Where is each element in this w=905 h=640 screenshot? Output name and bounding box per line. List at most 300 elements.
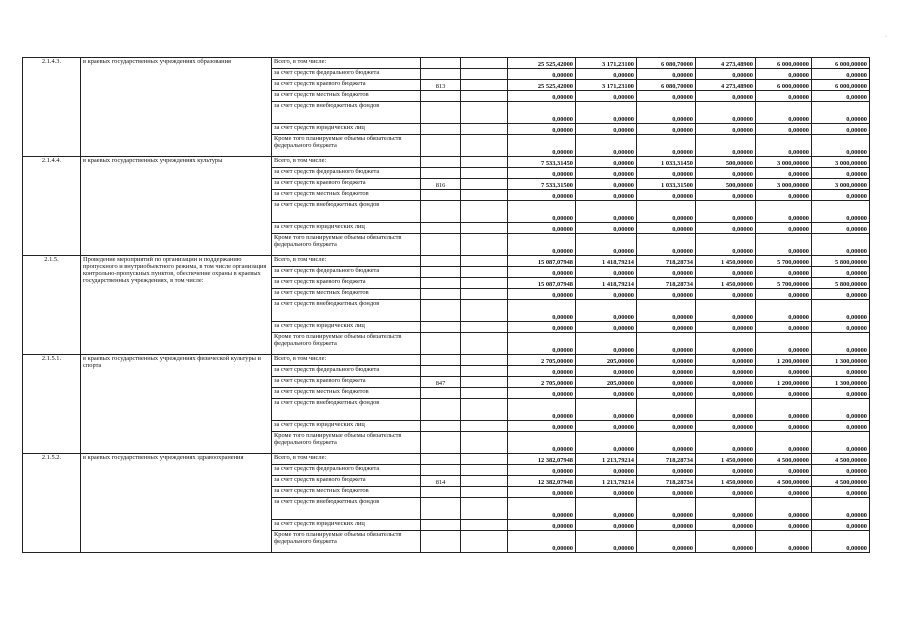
amount-cell: 0,00000 [576, 234, 637, 256]
amount-cell: 0,00000 [576, 388, 637, 399]
amount-cell: 5 700,00000 [756, 256, 812, 267]
amount-cell: 6 080,70000 [637, 58, 696, 69]
funding-source-label: за счет средств федерального бюджета [272, 465, 421, 476]
amount-cell: 0,00000 [576, 69, 637, 80]
amount-cell: 0,00000 [508, 333, 576, 355]
amount-cell: 0,00000 [508, 69, 576, 80]
table-row [23, 157, 870, 168]
amount-cell: 0,00000 [756, 388, 812, 399]
amount-cell: 0,00000 [508, 168, 576, 179]
amount-cell: 0,00000 [576, 465, 637, 476]
amount-cell: 0,00000 [696, 531, 756, 553]
amount-cell: 0,00000 [696, 267, 756, 278]
amount-cell: 4 500,00000 [812, 454, 870, 465]
empty-cell [461, 300, 508, 322]
amount-cell: 0,00000 [812, 190, 870, 201]
amount-cell: 0,00000 [576, 531, 637, 553]
amount-cell: 0,00000 [756, 201, 812, 223]
amount-cell: 0,00000 [696, 377, 756, 388]
amount-cell: 2 705,00000 [508, 377, 576, 388]
section-code: 2.1.5. [23, 256, 81, 355]
amount-cell: 0,00000 [756, 135, 812, 157]
amount-cell: 0,00000 [576, 267, 637, 278]
amount-cell: 0,00000 [812, 520, 870, 531]
amount-cell: 0,00000 [576, 366, 637, 377]
amount-cell: 0,00000 [812, 69, 870, 80]
amount-cell: 0,00000 [637, 223, 696, 234]
grbs-code [421, 102, 461, 124]
empty-cell [461, 322, 508, 333]
amount-cell: 0,00000 [756, 69, 812, 80]
empty-cell [461, 223, 508, 234]
amount-cell: 5 800,00000 [812, 256, 870, 267]
empty-cell [461, 201, 508, 223]
amount-cell: 0,00000 [508, 267, 576, 278]
amount-cell: 15 087,07948 [508, 256, 576, 267]
section-code: 2.1.4.3. [23, 58, 81, 157]
amount-cell: 205,00000 [576, 377, 637, 388]
empty-cell [461, 157, 508, 168]
amount-cell: 0,00000 [576, 179, 637, 190]
amount-cell: 0,00000 [812, 432, 870, 454]
funding-source-label: за счет средств внебюджетных фондов [272, 201, 421, 223]
amount-cell: 12 382,07948 [508, 476, 576, 487]
grbs-code [421, 520, 461, 531]
amount-cell: 0,00000 [508, 300, 576, 322]
amount-cell: 1 213,79214 [576, 454, 637, 465]
funding-source-label: за счет средств федерального бюджета [272, 366, 421, 377]
empty-cell [461, 388, 508, 399]
empty-cell [461, 278, 508, 289]
amount-cell: 0,00000 [812, 498, 870, 520]
amount-cell: 4 500,00000 [756, 454, 812, 465]
amount-cell: 0,00000 [756, 300, 812, 322]
funding-source-label: за счет средств местных бюджетов [272, 190, 421, 201]
funding-source-label: за счет средств краевого бюджета [272, 476, 421, 487]
funding-source-label: за счет средств краевого бюджета [272, 278, 421, 289]
amount-cell: 0,00000 [508, 234, 576, 256]
empty-cell [461, 487, 508, 498]
amount-cell: 500,00000 [696, 157, 756, 168]
amount-cell: 0,00000 [576, 432, 637, 454]
funding-source-label: Кроме того планируемые объемы обязательств федерального бюджета [272, 333, 421, 355]
grbs-code [421, 168, 461, 179]
amount-cell: 0,00000 [637, 520, 696, 531]
amount-cell: 0,00000 [696, 388, 756, 399]
amount-cell: 0,00000 [756, 531, 812, 553]
empty-cell [461, 179, 508, 190]
amount-cell: 1 418,79214 [576, 278, 637, 289]
amount-cell: 0,00000 [508, 135, 576, 157]
amount-cell: 0,00000 [696, 355, 756, 366]
grbs-code: 813 [421, 80, 461, 91]
amount-cell: 0,00000 [812, 399, 870, 421]
section-name: в краевых государственных учреждениях здравоохранения [81, 454, 272, 553]
amount-cell: 1 450,00000 [696, 278, 756, 289]
amount-cell: 0,00000 [576, 333, 637, 355]
amount-cell: 0,00000 [508, 124, 576, 135]
empty-cell [461, 124, 508, 135]
table-row [23, 355, 870, 366]
amount-cell: 0,00000 [576, 300, 637, 322]
amount-cell: 0,00000 [696, 399, 756, 421]
amount-cell: 6 000,00000 [812, 80, 870, 91]
funding-source-label: за счет средств краевого бюджета [272, 377, 421, 388]
funding-source-label: Всего, в том числе: [272, 256, 421, 267]
grbs-code [421, 454, 461, 465]
amount-cell: 0,00000 [756, 267, 812, 278]
grbs-code [421, 465, 461, 476]
amount-cell: 0,00000 [812, 234, 870, 256]
amount-cell: 0,00000 [812, 168, 870, 179]
grbs-code [421, 300, 461, 322]
amount-cell: 0,00000 [508, 366, 576, 377]
amount-cell: 1 450,00000 [696, 476, 756, 487]
amount-cell: 0,00000 [696, 421, 756, 432]
funding-source-label: Кроме того планируемые объемы обязательств федерального бюджета [272, 135, 421, 157]
section-name: в краевых государственных учреждениях культуры [81, 157, 272, 256]
amount-cell: 0,00000 [637, 91, 696, 102]
amount-cell: 0,00000 [508, 190, 576, 201]
section-code: 2.1.5.1. [23, 355, 81, 454]
amount-cell: 0,00000 [576, 168, 637, 179]
table-row [23, 256, 870, 267]
grbs-code [421, 333, 461, 355]
amount-cell: 0,00000 [637, 300, 696, 322]
amount-cell: 718,28734 [637, 256, 696, 267]
amount-cell: 718,28734 [637, 476, 696, 487]
table-row [23, 454, 870, 465]
amount-cell: 1 200,00000 [756, 377, 812, 388]
amount-cell: 3 000,00000 [812, 179, 870, 190]
empty-cell [461, 102, 508, 124]
empty-cell [461, 432, 508, 454]
amount-cell: 0,00000 [756, 520, 812, 531]
amount-cell: 0,00000 [696, 300, 756, 322]
funding-source-label: за счет средств юридических лиц [272, 223, 421, 234]
amount-cell: 0,00000 [696, 135, 756, 157]
amount-cell: 1 200,00000 [756, 355, 812, 366]
amount-cell: 0,00000 [637, 234, 696, 256]
amount-cell: 6 000,00000 [756, 80, 812, 91]
amount-cell: 0,00000 [637, 135, 696, 157]
grbs-code [421, 388, 461, 399]
amount-cell: 0,00000 [812, 333, 870, 355]
amount-cell: 1 300,00000 [812, 377, 870, 388]
funding-source-label: Всего, в том числе: [272, 157, 421, 168]
funding-source-label: Кроме того планируемые объемы обязательств федерального бюджета [272, 432, 421, 454]
amount-cell: 0,00000 [508, 531, 576, 553]
amount-cell: 0,00000 [812, 124, 870, 135]
amount-cell: 0,00000 [756, 102, 812, 124]
grbs-code [421, 234, 461, 256]
funding-source-label: Всего, в том числе: [272, 58, 421, 69]
grbs-code [421, 58, 461, 69]
amount-cell: 5 700,00000 [756, 278, 812, 289]
amount-cell: 0,00000 [637, 531, 696, 553]
amount-cell: 0,00000 [576, 91, 637, 102]
grbs-code [421, 267, 461, 278]
grbs-code [421, 69, 461, 80]
section-code: 2.1.5.2. [23, 454, 81, 553]
amount-cell: 0,00000 [637, 102, 696, 124]
amount-cell: 205,00000 [576, 355, 637, 366]
amount-cell: 0,00000 [756, 432, 812, 454]
empty-cell [461, 333, 508, 355]
amount-cell: 0,00000 [696, 190, 756, 201]
amount-cell: 4 273,48900 [696, 58, 756, 69]
amount-cell: 0,00000 [508, 289, 576, 300]
amount-cell: 3 000,00000 [756, 157, 812, 168]
amount-cell: 0,00000 [812, 421, 870, 432]
amount-cell: 0,00000 [637, 421, 696, 432]
amount-cell: 0,00000 [508, 388, 576, 399]
amount-cell: 0,00000 [508, 498, 576, 520]
empty-cell [461, 366, 508, 377]
amount-cell: 15 087,07948 [508, 278, 576, 289]
funding-source-label: за счет средств местных бюджетов [272, 388, 421, 399]
budget-table [22, 57, 870, 553]
empty-cell [461, 531, 508, 553]
amount-cell: 0,00000 [812, 366, 870, 377]
amount-cell: 0,00000 [637, 201, 696, 223]
amount-cell: 0,00000 [696, 201, 756, 223]
empty-cell [461, 476, 508, 487]
amount-cell: 0,00000 [637, 498, 696, 520]
funding-source-label: за счет средств внебюджетных фондов [272, 399, 421, 421]
amount-cell: 0,00000 [696, 432, 756, 454]
empty-cell [461, 377, 508, 388]
amount-cell: 0,00000 [508, 421, 576, 432]
amount-cell: 0,00000 [812, 102, 870, 124]
grbs-code [421, 190, 461, 201]
amount-cell: 0,00000 [637, 465, 696, 476]
amount-cell: 0,00000 [637, 355, 696, 366]
grbs-code [421, 278, 461, 289]
funding-source-label: за счет средств юридических лиц [272, 421, 421, 432]
grbs-code [421, 201, 461, 223]
corner-mark: · [885, 34, 887, 40]
amount-cell: 0,00000 [696, 69, 756, 80]
amount-cell: 0,00000 [576, 399, 637, 421]
amount-cell: 0,00000 [508, 201, 576, 223]
empty-cell [461, 465, 508, 476]
amount-cell: 718,28734 [637, 278, 696, 289]
empty-cell [461, 256, 508, 267]
grbs-code [421, 124, 461, 135]
amount-cell: 3 171,23100 [576, 58, 637, 69]
amount-cell: 0,00000 [812, 135, 870, 157]
amount-cell: 0,00000 [576, 124, 637, 135]
amount-cell: 0,00000 [812, 223, 870, 234]
amount-cell: 0,00000 [696, 168, 756, 179]
amount-cell: 0,00000 [637, 124, 696, 135]
amount-cell: 0,00000 [812, 322, 870, 333]
empty-cell [461, 454, 508, 465]
amount-cell: 5 800,00000 [812, 278, 870, 289]
amount-cell: 0,00000 [508, 223, 576, 234]
amount-cell: 0,00000 [696, 91, 756, 102]
amount-cell: 0,00000 [696, 366, 756, 377]
grbs-code [421, 157, 461, 168]
funding-source-label: Всего, в том числе: [272, 355, 421, 366]
amount-cell: 3 000,00000 [812, 157, 870, 168]
amount-cell: 0,00000 [756, 465, 812, 476]
amount-cell: 0,00000 [696, 487, 756, 498]
amount-cell: 0,00000 [812, 91, 870, 102]
amount-cell: 0,00000 [637, 322, 696, 333]
empty-cell [461, 234, 508, 256]
amount-cell: 1 033,31500 [637, 179, 696, 190]
empty-cell [461, 498, 508, 520]
empty-cell [461, 91, 508, 102]
empty-cell [461, 69, 508, 80]
amount-cell: 6 080,70000 [637, 80, 696, 91]
amount-cell: 2 705,00000 [508, 355, 576, 366]
grbs-code [421, 355, 461, 366]
amount-cell: 0,00000 [637, 289, 696, 300]
grbs-code [421, 135, 461, 157]
amount-cell: 6 000,00000 [756, 58, 812, 69]
amount-cell: 0,00000 [508, 465, 576, 476]
funding-source-label: за счет средств федерального бюджета [272, 168, 421, 179]
funding-source-label: за счет средств местных бюджетов [272, 91, 421, 102]
funding-source-label: за счет средств федерального бюджета [272, 267, 421, 278]
amount-cell: 0,00000 [508, 102, 576, 124]
funding-source-label: Всего, в том числе: [272, 454, 421, 465]
amount-cell: 0,00000 [812, 465, 870, 476]
funding-source-label: Кроме того планируемые объемы обязательств федерального бюджета [272, 234, 421, 256]
amount-cell: 0,00000 [696, 498, 756, 520]
amount-cell: 0,00000 [756, 498, 812, 520]
amount-cell: 0,00000 [637, 333, 696, 355]
table-row [23, 58, 870, 69]
funding-source-label: за счет средств местных бюджетов [272, 487, 421, 498]
amount-cell: 0,00000 [756, 322, 812, 333]
funding-source-label: за счет средств юридических лиц [272, 322, 421, 333]
amount-cell: 0,00000 [576, 498, 637, 520]
amount-cell: 0,00000 [812, 487, 870, 498]
amount-cell: 6 000,00000 [812, 58, 870, 69]
section-name: в краевых государственных учреждениях физической культуры и спорта [81, 355, 272, 454]
amount-cell: 0,00000 [812, 289, 870, 300]
amount-cell: 0,00000 [756, 223, 812, 234]
amount-cell: 0,00000 [637, 432, 696, 454]
amount-cell: 0,00000 [756, 333, 812, 355]
amount-cell: 25 525,42000 [508, 80, 576, 91]
empty-cell [461, 289, 508, 300]
grbs-code [421, 498, 461, 520]
amount-cell: 1 213,79214 [576, 476, 637, 487]
amount-cell: 0,00000 [756, 421, 812, 432]
amount-cell: 0,00000 [756, 366, 812, 377]
amount-cell: 0,00000 [696, 520, 756, 531]
amount-cell: 0,00000 [576, 223, 637, 234]
funding-source-label: за счет средств внебюджетных фондов [272, 102, 421, 124]
amount-cell: 0,00000 [508, 399, 576, 421]
amount-cell: 0,00000 [576, 190, 637, 201]
funding-source-label: за счет средств юридических лиц [272, 520, 421, 531]
amount-cell: 0,00000 [696, 124, 756, 135]
empty-cell [461, 58, 508, 69]
amount-cell: 0,00000 [637, 366, 696, 377]
funding-source-label: за счет средств краевого бюджета [272, 179, 421, 190]
section-name: в краевых государственных учреждениях образования [81, 58, 272, 157]
grbs-code [421, 432, 461, 454]
grbs-code [421, 322, 461, 333]
grbs-code: 847 [421, 377, 461, 388]
amount-cell: 1 300,00000 [812, 355, 870, 366]
amount-cell: 0,00000 [576, 201, 637, 223]
amount-cell: 0,00000 [637, 377, 696, 388]
empty-cell [461, 421, 508, 432]
amount-cell: 718,28734 [637, 454, 696, 465]
amount-cell: 0,00000 [576, 487, 637, 498]
amount-cell: 0,00000 [508, 322, 576, 333]
amount-cell: 0,00000 [696, 333, 756, 355]
amount-cell: 0,00000 [756, 289, 812, 300]
amount-cell: 0,00000 [576, 520, 637, 531]
amount-cell: 0,00000 [756, 168, 812, 179]
amount-cell: 0,00000 [756, 399, 812, 421]
amount-cell: 0,00000 [756, 190, 812, 201]
amount-cell: 0,00000 [576, 421, 637, 432]
amount-cell: 0,00000 [756, 487, 812, 498]
amount-cell: 0,00000 [756, 124, 812, 135]
amount-cell: 25 525,42000 [508, 58, 576, 69]
empty-cell [461, 168, 508, 179]
amount-cell: 0,00000 [508, 520, 576, 531]
funding-source-label: за счет средств внебюджетных фондов [272, 498, 421, 520]
amount-cell: 4 500,00000 [756, 476, 812, 487]
amount-cell: 1 033,31450 [637, 157, 696, 168]
grbs-code: 814 [421, 476, 461, 487]
amount-cell: 0,00000 [756, 91, 812, 102]
empty-cell [461, 399, 508, 421]
amount-cell: 12 382,07948 [508, 454, 576, 465]
grbs-code [421, 223, 461, 234]
amount-cell: 4 273,48900 [696, 80, 756, 91]
funding-source-label: Кроме того планируемые объемы обязательств федерального бюджета [272, 531, 421, 553]
empty-cell [461, 190, 508, 201]
grbs-code [421, 289, 461, 300]
amount-cell: 500,00000 [696, 179, 756, 190]
amount-cell: 0,00000 [576, 157, 637, 168]
amount-cell: 0,00000 [812, 388, 870, 399]
grbs-code [421, 91, 461, 102]
amount-cell: 7 533,31500 [508, 179, 576, 190]
grbs-code [421, 256, 461, 267]
amount-cell: 0,00000 [696, 289, 756, 300]
amount-cell: 1 450,00000 [696, 454, 756, 465]
empty-cell [461, 80, 508, 91]
empty-cell [461, 267, 508, 278]
amount-cell: 0,00000 [508, 432, 576, 454]
grbs-code: 816 [421, 179, 461, 190]
amount-cell: 0,00000 [637, 190, 696, 201]
empty-cell [461, 135, 508, 157]
amount-cell: 0,00000 [637, 69, 696, 80]
grbs-code [421, 399, 461, 421]
empty-cell [461, 355, 508, 366]
amount-cell: 0,00000 [696, 234, 756, 256]
amount-cell: 4 500,00000 [812, 476, 870, 487]
amount-cell: 3 171,23100 [576, 80, 637, 91]
amount-cell: 0,00000 [637, 388, 696, 399]
amount-cell: 0,00000 [696, 322, 756, 333]
funding-source-label: за счет средств федерального бюджета [272, 69, 421, 80]
section-name: Проведение мероприятий по организации и поддержанию пропускного и внутриобъектного режима, в том числе организация контрольно-пропускных пунктов, обеспечение охраны в краевых государственных учреждениях, в том числе: [81, 256, 272, 355]
